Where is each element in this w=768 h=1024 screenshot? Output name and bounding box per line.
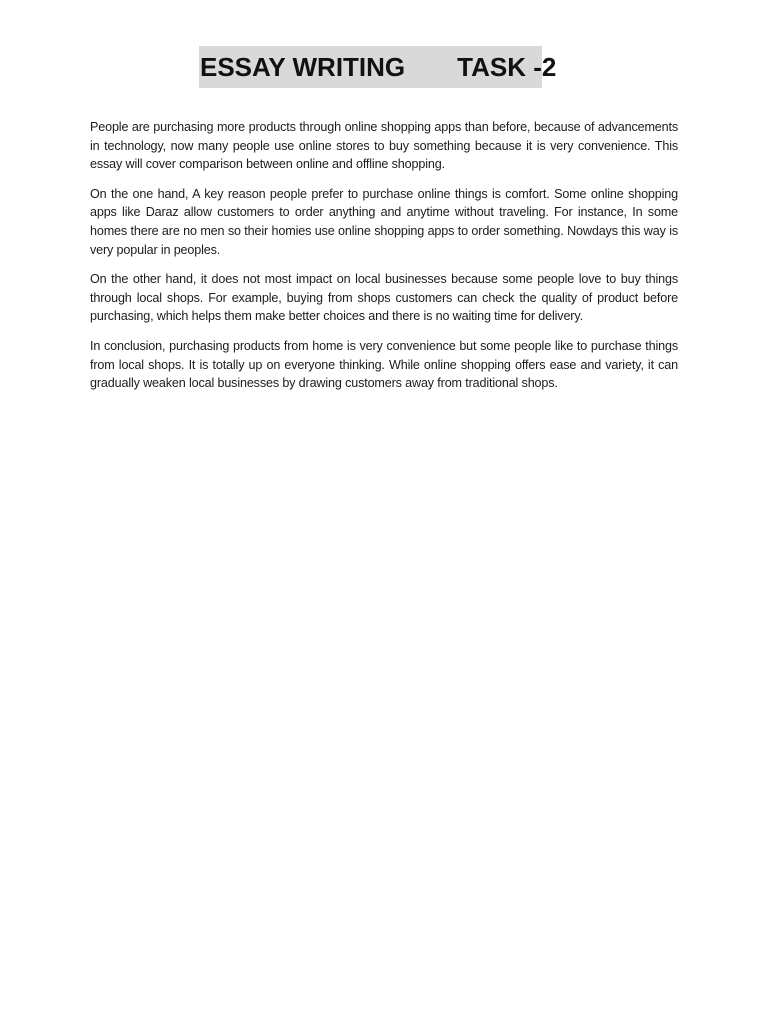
paragraph-body-one: On the one hand, A key reason people prefer to purchase online things is comfort. Some online shopping apps like Daraz allow customers to order anything and anytime without traveling. For instance, In some homes there are no men so their homies use online shopping apps to order something. Nowdays this way is very popular in peoples. <box>90 186 678 257</box>
title-number: 2 <box>541 52 557 82</box>
title-highlight <box>199 46 542 88</box>
title-left-text: ESSAY WRITING <box>200 52 406 82</box>
title-right-text: TASK - <box>457 52 542 82</box>
page-title <box>199 46 556 88</box>
paragraph-body-two: On the other hand, it does not most impact on local businesses because some people love to buy things through local shops. For example, buying from shops customers can check the quality of product before purchasing, which helps them make better choices and there is no waiting time for delivery. <box>90 272 678 324</box>
paragraph-introduction: People are purchasing more products through online shopping apps than before, because of advancements in technology, now many people use online stores to buy something because it is very convenience. This essay will cover comparison between online and offline shopping. <box>90 120 678 172</box>
essay-body <box>90 118 678 404</box>
paragraph-conclusion: In conclusion, purchasing products from home is very convenience but some people like to purchase things from local shops. It is totally up on everyone thinking. While online shopping offers ease and variety, it can gradually weaken local businesses by drawing customers away from traditional shops. <box>90 338 678 391</box>
